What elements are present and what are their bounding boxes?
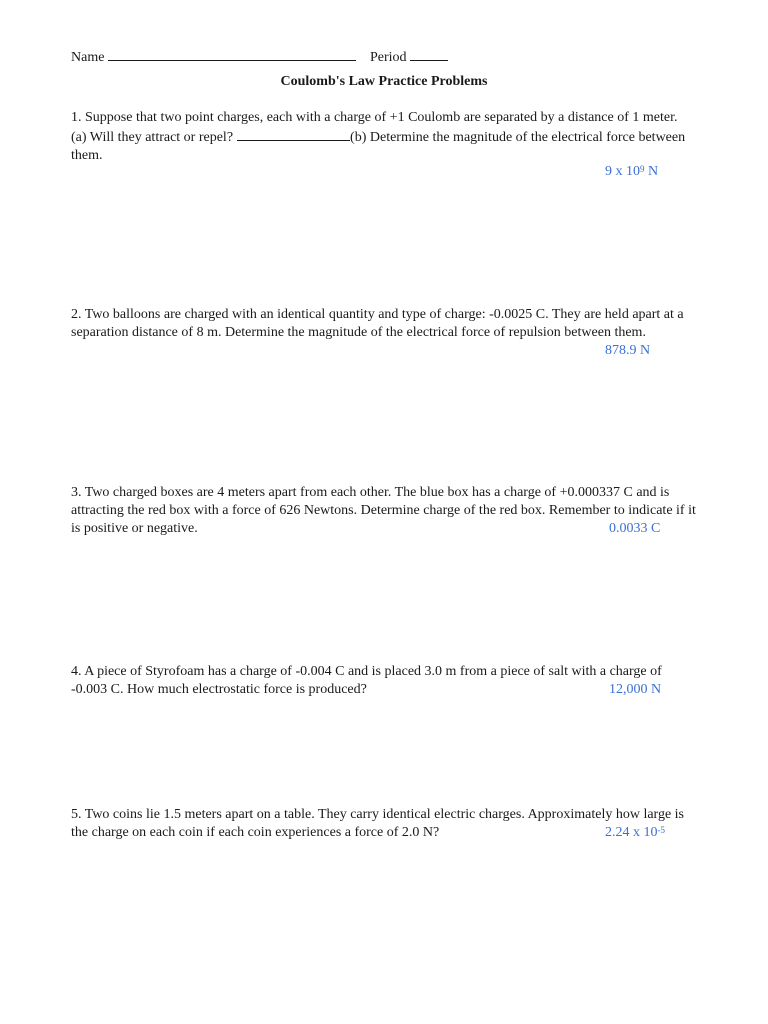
problem-3	[71, 484, 696, 538]
student-header	[71, 47, 448, 67]
problem-4-text: 4. A piece of Styrofoam has a charge of -0.004 C and is placed 3.0 m from a piece of salt with a charge of -0.003 C. How much electrostatic force is produced?	[71, 664, 662, 697]
problem-5-answer-base: 2.24 x 10	[605, 825, 658, 840]
problem-2-text: 2. Two balloons are charged with an identical quantity and type of charge: -0.0025 C. They are held apart at a separation distance of 8 m. Determine the magnitude of the electrical force of repulsion between them.	[71, 307, 684, 340]
problem-5-answer-exponent: -5	[657, 825, 665, 835]
problem-4-answer: 12,000 N	[609, 682, 662, 697]
period-blank[interactable]	[410, 47, 448, 61]
problem-4	[71, 663, 696, 699]
problem-5	[71, 806, 696, 842]
problem-1-text-b: (b) Determine the magnitude of the electrical force between them.	[71, 130, 686, 163]
problem-3-text: 3. Two charged boxes are 4 meters apart from each other. The blue box has a charge of +0.000337 C and is attracting the red box with a force of 626 Newtons. Determine charge of the red box. Remember to indicate if it is positive or negative.	[71, 485, 696, 536]
name-blank[interactable]	[108, 47, 356, 61]
problem-1-answer-unit: N	[644, 164, 659, 179]
problem-2-answer: 878.9 N	[605, 343, 651, 358]
problem-1-answer	[605, 163, 658, 181]
worksheet-title: Coulomb's Law Practice Problems	[280, 74, 488, 89]
period-label: Period	[369, 50, 407, 65]
problem-2	[71, 306, 696, 342]
problem-3-answer: 0.0033 C	[609, 521, 661, 536]
name-label: Name	[71, 50, 105, 65]
problem-1-answer-base: 9 x 10	[605, 164, 640, 179]
problem-5-answer	[605, 824, 665, 842]
problem-1-answer-blank[interactable]	[237, 127, 350, 141]
problem-1-text-a: 1. Suppose that two point charges, each with a charge of +1 Coulomb are separated by a distance of 1 meter. (a) Will they attract or repel?	[71, 110, 678, 145]
problem-1-answer-exponent: 9	[640, 164, 645, 174]
problem-5-text: 5. Two coins lie 1.5 meters apart on a table. They carry identical electric charges. Approximately how large is the charge on each coin if each coin experiences a force of 2.0 N?	[71, 807, 685, 840]
problem-1	[71, 109, 696, 165]
